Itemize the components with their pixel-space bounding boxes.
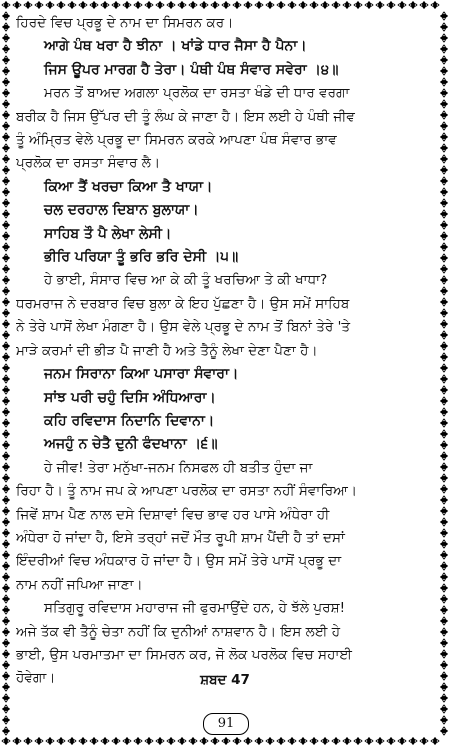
border-ornament — [440, 584, 448, 592]
border-ornament — [2, 133, 10, 141]
border-ornament — [440, 639, 448, 647]
border-ornament — [440, 298, 448, 306]
border-ornament — [244, 1, 252, 9]
border-ornament — [101, 1, 109, 9]
border-ornament — [2, 89, 10, 97]
border-ornament — [440, 45, 448, 53]
border-ornament — [2, 573, 10, 581]
border-ornament — [2, 353, 10, 361]
border-ornament — [2, 232, 10, 240]
border-ornament — [310, 737, 318, 745]
border-ornament — [440, 221, 448, 229]
border-ornament — [440, 89, 448, 97]
border-ornament — [2, 419, 10, 427]
border-ornament — [299, 737, 307, 745]
border-ornament — [222, 737, 230, 745]
border-ornament — [332, 1, 340, 9]
border-ornament — [2, 617, 10, 625]
border-ornament — [2, 628, 10, 636]
border-ornament — [440, 122, 448, 130]
border-ornament — [2, 254, 10, 262]
border-ornament — [255, 737, 263, 745]
prose-line: ਹਿਰਦੇ ਵਿਚ ਪ੍ਰਭੂ ਦੇ ਨਾਮ ਦਾ ਸਿਮਰਨ ਕਰ। — [16, 15, 234, 31]
border-ornament — [2, 595, 10, 603]
border-ornament — [440, 518, 448, 526]
border-ornament — [2, 397, 10, 405]
prose-line: ਜਿਵੇਂ ਸ਼ਾਮ ਪੈਣ ਨਾਲ ਦਸੇ ਦਿਸ਼ਾਵਾਂ ਵਿਚ ਭਾਵ ਹਰ ਪਾਸੇ ਅੰਧੇਰਾ ਹੀ — [16, 506, 330, 523]
border-ornament — [440, 595, 448, 603]
border-ornament — [288, 1, 296, 9]
border-ornament — [440, 628, 448, 636]
border-ornament — [2, 584, 10, 592]
border-ornament — [440, 507, 448, 515]
border-ornament — [2, 166, 10, 174]
border-ornament — [2, 441, 10, 449]
border-ornament — [2, 650, 10, 658]
border-ornament — [440, 716, 448, 724]
verse-line: ਜਨਮ ਸਿਰਾਨਾ ਕਿਆ ਪਸਾਰਾ ਸੰਵਾਰਾ। — [44, 366, 239, 383]
border-ornament — [2, 177, 10, 185]
verse-line: ਅਜਹੁੰ ਨ ਚੇਤੈ ਦੁਨੀ ਫੰਦਖਾਨਾ ।੬॥ — [44, 436, 218, 453]
border-ornament — [343, 1, 351, 9]
border-ornament — [387, 737, 395, 745]
border-ornament — [24, 737, 32, 745]
border-ornament — [440, 386, 448, 394]
border-ornament — [440, 265, 448, 273]
prose-line: ਮਰਨ ਤੋਂ ਬਾਅਦ ਅਗਲਾ ਪ੍ਰਲੋਕ ਦਾ ਰਸਤਾ ਖੰਡੇ ਦੀ ਧਾਰ ਵਰਗਾ — [44, 85, 350, 102]
border-ornament — [2, 737, 10, 745]
border-ornament — [440, 309, 448, 317]
border-ornament — [211, 1, 219, 9]
prose-line: ਰਿਹਾ ਹੈ। ਤੂੰ ਨਾਮ ਜਪ ਕੇ ਆਪਣਾ ਪਰਲੋਕ ਦਾ ਰਸਤਾ ਨਹੀਂ ਸੰਵਾਰਿਆ। — [16, 483, 358, 500]
border-ornament — [440, 210, 448, 218]
prose-line: ਸਤਿਗੁਰੂ ਰਵਿਦਾਸ ਮਹਾਰਾਜ ਜੀ ਫੁਰਮਾਉਂਦੇ ਹਨ, ਹੇ ਝੱਲੇ ਪੁਰਸ਼! — [44, 600, 346, 617]
border-ornament — [167, 737, 175, 745]
border-ornament — [2, 243, 10, 251]
border-ornament — [288, 737, 296, 745]
border-ornament — [2, 364, 10, 372]
border-ornament — [2, 1, 10, 9]
border-ornament — [46, 737, 54, 745]
border-ornament — [2, 56, 10, 64]
border-ornament — [2, 67, 10, 75]
border-ornament — [123, 1, 131, 9]
border-ornament — [440, 540, 448, 548]
border-ornament — [35, 737, 43, 745]
border-ornament — [440, 441, 448, 449]
border-ornament — [2, 144, 10, 152]
border-ornament — [2, 694, 10, 702]
border-ornament — [178, 737, 186, 745]
border-ornament — [440, 529, 448, 537]
border-ornament — [440, 650, 448, 658]
border-ornament — [2, 430, 10, 438]
border-ornament — [2, 155, 10, 163]
border-ornament — [178, 1, 186, 9]
border-ornament — [354, 1, 362, 9]
border-ornament — [409, 737, 417, 745]
border-ornament — [112, 1, 120, 9]
border-ornament — [2, 23, 10, 31]
prose-line: ਪ੍ਰਲੋਕ ਦਾ ਰਸਤਾ ਸੰਵਾਰ ਲੈ। — [16, 155, 161, 172]
border-ornament — [420, 1, 428, 9]
border-ornament — [2, 452, 10, 460]
border-ornament — [2, 727, 10, 735]
border-ornament — [376, 737, 384, 745]
border-ornament — [440, 408, 448, 416]
border-ornament — [354, 737, 362, 745]
border-ornament — [2, 276, 10, 284]
prose-line: ਹੋਵੇਗਾ। — [16, 670, 56, 687]
border-ornament — [2, 540, 10, 548]
border-ornament — [2, 518, 10, 526]
border-ornament — [440, 287, 448, 295]
border-ornament — [440, 111, 448, 119]
border-ornament — [2, 562, 10, 570]
border-ornament — [440, 78, 448, 86]
border-ornament — [2, 705, 10, 713]
border-ornament — [365, 1, 373, 9]
border-ornament — [57, 737, 65, 745]
prose-line: ਇੰਦਰੀਆਂ ਵਿਚ ਅੰਧਕਾਰ ਹੋ ਜਾਂਦਾ ਹੈ। ਉਸ ਸਮੇਂ ਤੇਰੇ ਪਾਸੋਂ ਪ੍ਰਭੂ ਦਾ — [16, 553, 342, 570]
border-ornament — [321, 1, 329, 9]
border-ornament — [68, 1, 76, 9]
border-ornament — [440, 661, 448, 669]
border-ornament — [387, 1, 395, 9]
border-ornament — [266, 737, 274, 745]
border-ornament — [123, 737, 131, 745]
border-ornament — [2, 188, 10, 196]
prose-line: ਹੇ ਜੀਵ! ਤੇਰਾ ਮਨੁੱਖਾ-ਜਨਮ ਨਿਸਫਲ ਹੀ ਬਤੀਤ ਹੁੰਦਾ ਜਾ — [44, 459, 313, 476]
border-ornament — [145, 1, 153, 9]
verse-line: ਜਿਸ ਊਪਰ ਮਾਰਗ ਹੈ ਤੇਰਾ। ਪੰਥੀ ਪੰਥ ਸੰਵਾਰ ਸਵੇਰਾ ।੪॥ — [44, 61, 339, 78]
border-ornament — [440, 364, 448, 372]
border-ornament — [440, 188, 448, 196]
border-ornament — [343, 737, 351, 745]
border-ornament — [200, 737, 208, 745]
border-ornament — [440, 452, 448, 460]
border-ornament — [299, 1, 307, 9]
border-ornament — [2, 342, 10, 350]
border-ornament — [233, 1, 241, 9]
border-ornament — [57, 1, 65, 9]
border-ornament — [321, 737, 329, 745]
verse-line: ਭੀਰਿ ਪਰਿਯਾ ਤੂੰ ਭਰਿ ਭਰਿ ਦੇਸੀ ।੫॥ — [44, 249, 239, 266]
border-ornament — [332, 737, 340, 745]
border-ornament — [134, 737, 142, 745]
border-ornament — [310, 1, 318, 9]
verse-line: ਸਾਂਝ ਪਰੀ ਚਹੁੰ ਦਿਸਿ ਅੰਧਿਆਰਾ। — [44, 389, 216, 406]
border-ornament — [398, 1, 406, 9]
border-ornament — [440, 331, 448, 339]
border-ornament — [101, 737, 109, 745]
border-ornament — [2, 265, 10, 273]
prose-line: ਨਾਮ ਨਹੀਂ ਜਪਿਆ ਜਾਣਾ। — [16, 576, 143, 593]
border-ornament — [90, 1, 98, 9]
border-ornament — [2, 408, 10, 416]
border-ornament — [440, 144, 448, 152]
verse-line: ਆਗੇ ਪੰਥ ਖਰਾ ਹੈ ਝੀਨਾ । ਖਾਂਡੇ ਧਾਰ ਜੈਸਾ ਹੈ ਪੈਨਾ। — [44, 38, 307, 55]
border-ornament — [68, 737, 76, 745]
prose-line: ਹੇ ਭਾਈ, ਸੰਸਾਰ ਵਿਚ ਆ ਕੇ ਕੀ ਤੂੰ ਖਰਚਿਆ ਤੇ ਕੀ ਖਾਧਾ? — [44, 272, 328, 289]
border-ornament — [189, 737, 197, 745]
prose-line: ਅਜੇ ਤੱਕ ਵੀ ਤੈਨੂੰ ਚੇਤਾ ਨਹੀਂ ਕਿ ਦੁਨੀਆਂ ਨਾਸ਼ਵਾਨ ਹੈ। ਇਸ ਲਈ ਹੇ — [16, 623, 341, 640]
border-ornament — [440, 562, 448, 570]
border-ornament — [2, 320, 10, 328]
border-ornament — [440, 430, 448, 438]
border-ornament — [156, 737, 164, 745]
border-ornament — [440, 12, 448, 20]
page-text — [16, 12, 436, 691]
border-ornament — [266, 1, 274, 9]
border-ornament — [233, 737, 241, 745]
border-ornament — [440, 573, 448, 581]
page-number: 91 — [203, 713, 249, 735]
border-ornament — [440, 56, 448, 64]
border-ornament — [431, 737, 439, 745]
verse-line: ਚਲ ਦਰਹਾਲ ਦਿਬਾਨ ਬੁਲਾਯਾ। — [44, 202, 199, 219]
prose-line: ਨੇ ਤੇਰੇ ਪਾਸੋਂ ਲੇਖਾ ਮੰਗਣਾ ਹੈ। ਉਸ ਵੇਲੇ ਪ੍ਰਭੂ ਦੇ ਨਾਮ ਤੋਂ ਬਿਨਾਂ ਤੇਰੇ 'ਤੇ — [16, 319, 351, 336]
border-ornament — [2, 78, 10, 86]
border-ornament — [2, 210, 10, 218]
border-ornament — [2, 199, 10, 207]
border-ornament — [440, 320, 448, 328]
border-ornament — [440, 606, 448, 614]
border-ornament — [277, 1, 285, 9]
border-ornament — [2, 298, 10, 306]
prose-line: ਅੰਧੇਰਾ ਹੋ ਜਾਂਦਾ ਹੈ, ਇਸੇ ਤਰ੍ਹਾਂ ਜਦੋਂ ਮੌਤ ਰੂਪੀ ਸ਼ਾਮ ਪੈਂਦੀ ਹੈ ਤਾਂ ਦਸਾਂ — [16, 529, 345, 546]
border-ornament — [2, 34, 10, 42]
border-ornament — [376, 1, 384, 9]
border-ornament — [2, 309, 10, 317]
verse-line: ਕਹਿ ਰਵਿਦਾਸ ਨਿਦਾਨਿ ਦਿਵਾਨਾ। — [44, 412, 215, 429]
border-ornament — [2, 496, 10, 504]
prose-line: ਧਰਮਰਾਜ ਨੇ ਦਰਬਾਰ ਵਿਚ ਬੁਲਾ ਕੇ ਇਹ ਪੁੱਛਣਾ ਹੈ। ਉਸ ਸਮੇਂ ਸਾਹਿਬ — [16, 295, 350, 312]
border-ornament — [440, 694, 448, 702]
border-ornament — [440, 199, 448, 207]
border-ornament — [2, 221, 10, 229]
border-ornament — [2, 287, 10, 295]
prose-line: ਬਰੀਕ ਹੈ ਜਿਸ ਉੱਪਰ ਦੀ ਤੂੰ ਲੰਘ ਕੇ ਜਾਣਾ ਹੈ। ਇਸ ਲਈ ਹੇ ਪੰਥੀ ਜੀਵ — [16, 108, 355, 125]
border-ornament — [440, 397, 448, 405]
verse-line: ਕਿਆ ਤੈਂ ਖਰਚਾ ਕਿਆ ਤੈ ਖਾਯਾ। — [44, 178, 213, 195]
border-ornament — [2, 375, 10, 383]
border-ornament — [409, 1, 417, 9]
prose-line: ਤੂੰ ਅੰਮ੍ਰਿਤ ਵੇਲੇ ਪ੍ਰਭੂ ਦਾ ਸਿਮਰਨ ਕਰਕੇ ਆਪਣਾ ਪੰਥ ਸੰਵਾਰ ਭਾਵ — [16, 132, 337, 149]
border-ornament — [211, 737, 219, 745]
border-ornament — [222, 1, 230, 9]
border-ornament — [2, 507, 10, 515]
border-ornament — [440, 177, 448, 185]
border-ornament — [24, 1, 32, 9]
border-ornament — [440, 485, 448, 493]
section-heading: ਸ਼ਬਦ 47 — [200, 672, 250, 688]
border-ornament — [440, 353, 448, 361]
border-ornament — [2, 463, 10, 471]
border-ornament — [244, 737, 252, 745]
border-ornament — [440, 232, 448, 240]
border-ornament — [440, 496, 448, 504]
border-ornament — [112, 737, 120, 745]
border-ornament — [420, 737, 428, 745]
border-ornament — [440, 276, 448, 284]
border-ornament — [398, 737, 406, 745]
border-ornament — [79, 1, 87, 9]
border-ornament — [2, 716, 10, 724]
border-ornament — [440, 419, 448, 427]
border-ornament — [440, 463, 448, 471]
border-ornament — [440, 727, 448, 735]
border-ornament — [200, 1, 208, 9]
border-ornament — [46, 1, 54, 9]
border-ornament — [2, 529, 10, 537]
border-ornament — [2, 485, 10, 493]
border-ornament — [440, 133, 448, 141]
border-ornament — [440, 254, 448, 262]
border-ornament — [431, 1, 439, 9]
border-ornament — [440, 551, 448, 559]
border-ornament — [440, 155, 448, 163]
border-ornament — [2, 111, 10, 119]
border-ornament — [440, 617, 448, 625]
border-ornament — [365, 737, 373, 745]
border-ornament — [2, 12, 10, 20]
border-ornament — [2, 606, 10, 614]
prose-line: ਮਾੜੇ ਕਰਮਾਂ ਦੀ ਭੀੜ ਪੈ ਜਾਣੀ ਹੈ ਅਤੇ ਤੈਨੂੰ ਲੇਖਾ ਦੇਣਾ ਪੈਣਾ ਹੈ। — [16, 342, 318, 359]
border-ornament — [2, 386, 10, 394]
border-ornament — [440, 705, 448, 713]
border-ornament — [13, 737, 21, 745]
border-ornament — [79, 737, 87, 745]
border-ornament — [2, 122, 10, 130]
border-ornament — [440, 342, 448, 350]
border-ornament — [2, 639, 10, 647]
border-ornament — [440, 166, 448, 174]
border-ornament — [440, 100, 448, 108]
border-ornament — [440, 243, 448, 251]
border-ornament — [440, 375, 448, 383]
border-ornament — [167, 1, 175, 9]
border-ornament — [2, 474, 10, 482]
border-ornament — [156, 1, 164, 9]
border-ornament — [440, 67, 448, 75]
border-ornament — [440, 34, 448, 42]
border-ornament — [13, 1, 21, 9]
border-ornament — [2, 331, 10, 339]
verse-line: ਸਾਹਿਬ ਤੌ ਪੈ ਲੇਖਾ ਲੇਸੀ। — [44, 225, 172, 242]
border-ornament — [145, 737, 153, 745]
border-ornament — [2, 661, 10, 669]
border-ornament — [2, 551, 10, 559]
prose-line: ਭਾਈ, ਉਸ ਪਰਮਾਤਮਾ ਦਾ ਸਿਮਰਨ ਕਰ, ਜੋ ਲੋਕ ਪਰਲੋਕ ਵਿਚ ਸਹਾਈ — [16, 646, 352, 663]
border-ornament — [440, 23, 448, 31]
border-ornament — [255, 1, 263, 9]
border-ornament — [90, 737, 98, 745]
border-ornament — [189, 1, 197, 9]
border-ornament — [35, 1, 43, 9]
border-ornament — [2, 45, 10, 53]
border-ornament — [277, 737, 285, 745]
border-ornament — [2, 100, 10, 108]
border-ornament — [440, 474, 448, 482]
border-ornament — [134, 1, 142, 9]
